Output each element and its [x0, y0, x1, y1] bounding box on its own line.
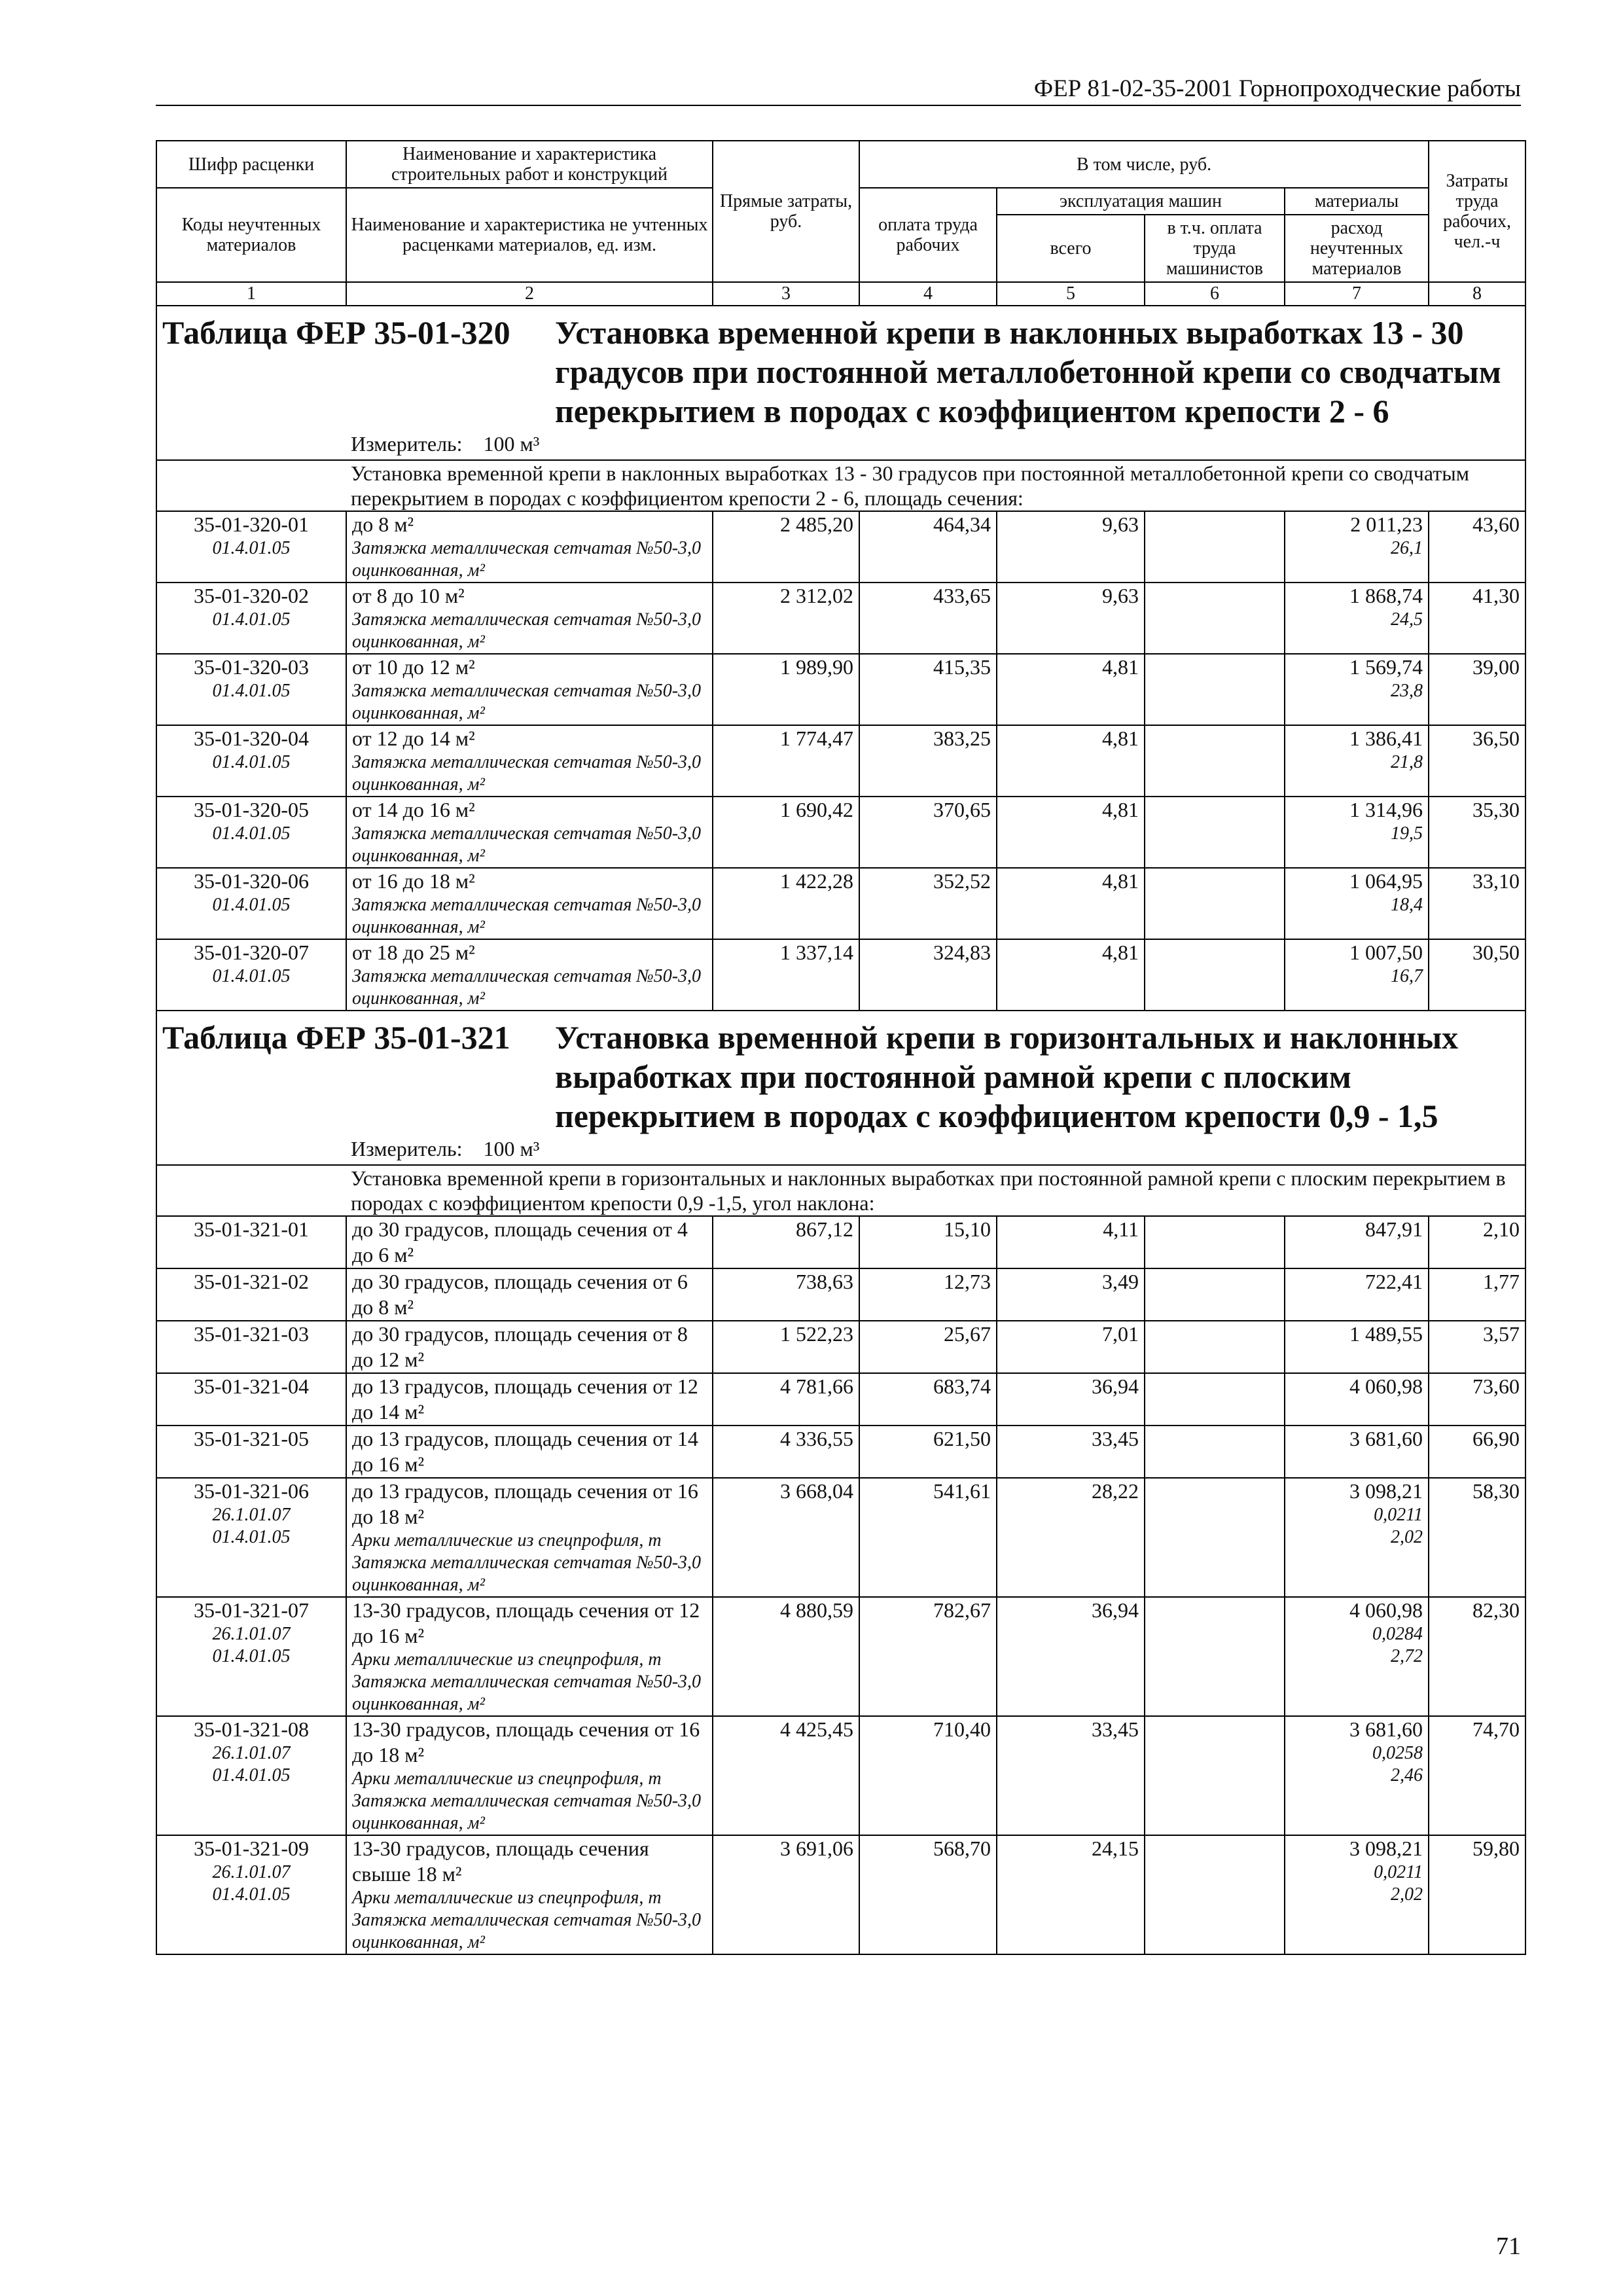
wage-cost: 383,25	[859, 725, 997, 797]
machine-cost: 4,11	[997, 1216, 1145, 1268]
rate-name: до 13 градусов, площадь сечения от 12 до 14 м²	[352, 1374, 698, 1424]
material-name: Арки металлические из спецпрофиля, т	[352, 1530, 662, 1551]
direct-cost: 1 522,23	[713, 1321, 859, 1373]
material-code: 01.4.01.05	[212, 1527, 291, 1547]
rate-code-cell	[156, 868, 346, 939]
machinist-wage	[1145, 797, 1285, 868]
materials-cell	[1285, 1426, 1429, 1478]
materials-cell	[1285, 511, 1429, 583]
rate-name: 13-30 градусов, площадь сечения от 12 до 16 м²	[352, 1598, 700, 1647]
rate-code-cell	[156, 654, 346, 725]
table-description-cell	[156, 460, 1525, 511]
material-code: 01.4.01.05	[212, 1646, 291, 1666]
rate-code: 35-01-320-01	[194, 512, 309, 536]
machinist-wage	[1145, 939, 1285, 1011]
machinist-wage	[1145, 1478, 1285, 1597]
materials-cell	[1285, 1597, 1429, 1716]
material-qty: 0,0258	[1372, 1743, 1423, 1763]
col-name: Наименование и характеристика строительных работ и конструкций	[346, 141, 713, 188]
table-description-cell	[156, 1165, 1525, 1216]
material-name: Затяжка металлическая сетчатая №50-3,0 оцинкованная, м²	[352, 1672, 702, 1714]
rate-code: 35-01-320-06	[194, 869, 309, 893]
rate-name: до 13 градусов, площадь сечения от 14 до 16 м²	[352, 1427, 698, 1476]
material-qty: 16,7	[1391, 966, 1423, 986]
measure-unit	[162, 1136, 1520, 1162]
col-shifr: Шифр расценки	[156, 141, 346, 188]
labor-cost: 30,50	[1429, 939, 1525, 1011]
table-label: Таблица ФЕР 35-01-321	[162, 1019, 510, 1056]
page-number: 71	[1496, 2233, 1521, 2260]
rate-name-cell	[346, 583, 713, 654]
rate-code: 35-01-321-02	[194, 1270, 309, 1293]
rate-code-cell	[156, 1216, 346, 1268]
material-code: 01.4.01.05	[212, 609, 291, 630]
col-codes: Коды неучтенных материалов	[156, 188, 346, 282]
rate-name: до 30 градусов, площадь сечения от 4 до 6 м²	[352, 1217, 688, 1266]
col-number: 1	[156, 282, 346, 306]
rate-code: 35-01-320-02	[194, 584, 309, 607]
rate-code-cell	[156, 725, 346, 797]
rate-code: 35-01-321-01	[194, 1217, 309, 1241]
labor-cost: 43,60	[1429, 511, 1525, 583]
materials-cell	[1285, 1268, 1429, 1321]
machinist-wage	[1145, 1268, 1285, 1321]
rate-code: 35-01-320-07	[194, 941, 309, 964]
rate-code-cell	[156, 1716, 346, 1835]
col-number: 5	[997, 282, 1145, 306]
col-number: 3	[713, 282, 859, 306]
measure-label: Измеритель:	[351, 432, 463, 456]
measure-label: Измеритель:	[351, 1137, 463, 1160]
rate-name-cell	[346, 797, 713, 868]
materials-value: 722,41	[1365, 1270, 1423, 1293]
rate-code-cell	[156, 1597, 346, 1716]
direct-cost: 3 668,04	[713, 1478, 859, 1597]
material-qty: 2,72	[1391, 1646, 1423, 1666]
rate-name-cell	[346, 868, 713, 939]
materials-value: 1 489,55	[1349, 1322, 1423, 1346]
wage-cost: 541,61	[859, 1478, 997, 1597]
labor-cost: 73,60	[1429, 1373, 1525, 1426]
col-wage: оплата труда рабочих	[859, 188, 997, 282]
material-qty: 24,5	[1391, 609, 1423, 630]
material-code: 01.4.01.05	[212, 895, 291, 915]
direct-cost: 1 337,14	[713, 939, 859, 1011]
table-row	[156, 1478, 1525, 1597]
wage-cost: 12,73	[859, 1268, 997, 1321]
materials-cell	[1285, 725, 1429, 797]
table-row	[156, 1321, 1525, 1373]
machinist-wage	[1145, 1597, 1285, 1716]
materials-value: 847,91	[1365, 1217, 1423, 1241]
table-description-row	[156, 1165, 1525, 1216]
machinist-wage	[1145, 725, 1285, 797]
machinist-wage	[1145, 1321, 1285, 1373]
material-qty: 19,5	[1391, 823, 1423, 844]
materials-value: 1 386,41	[1349, 726, 1423, 750]
material-name: Затяжка металлическая сетчатая №50-3,0 оцинкованная, м²	[352, 609, 702, 652]
rate-name-cell	[346, 1716, 713, 1835]
material-code: 01.4.01.05	[212, 538, 291, 558]
wage-cost: 782,67	[859, 1597, 997, 1716]
machine-cost: 33,45	[997, 1426, 1145, 1478]
wage-cost: 370,65	[859, 797, 997, 868]
rate-code-cell	[156, 1835, 346, 1954]
machinist-wage	[1145, 1716, 1285, 1835]
col-mat-use: расход неучтенных материалов	[1285, 215, 1429, 282]
table-heading: Установка временной крепи в горизонтальных и наклонных выработках при постоянной рамной крепи с плоским перекрытием в породах с коэффициентом крепости 0,9 - 1,5	[555, 1019, 1459, 1134]
machine-cost: 4,81	[997, 654, 1145, 725]
material-code: 01.4.01.05	[212, 1884, 291, 1905]
material-code: 01.4.01.05	[212, 752, 291, 772]
table-row	[156, 868, 1525, 939]
material-qty: 2,02	[1391, 1884, 1423, 1905]
labor-cost: 3,57	[1429, 1321, 1525, 1373]
materials-value: 1 314,96	[1349, 798, 1423, 821]
rate-code-cell	[156, 511, 346, 583]
rate-name: до 13 градусов, площадь сечения от 16 до 18 м²	[352, 1479, 698, 1528]
material-qty: 21,8	[1391, 752, 1423, 772]
material-name: Арки металлические из спецпрофиля, т	[352, 1888, 662, 1908]
rate-name-cell	[346, 1835, 713, 1954]
col-number: 7	[1285, 282, 1429, 306]
rate-name-cell	[346, 939, 713, 1011]
rate-name: до 8 м²	[352, 512, 414, 536]
labor-cost: 58,30	[1429, 1478, 1525, 1597]
material-code: 01.4.01.05	[212, 823, 291, 844]
measure-value: 100 м³	[483, 1137, 540, 1160]
rate-name-cell	[346, 1478, 713, 1597]
material-qty: 0,0284	[1372, 1624, 1423, 1644]
direct-cost: 4 336,55	[713, 1426, 859, 1478]
wage-cost: 568,70	[859, 1835, 997, 1954]
materials-value: 3 681,60	[1349, 1717, 1423, 1741]
col-materials: материалы	[1285, 188, 1429, 215]
labor-cost: 1,77	[1429, 1268, 1525, 1321]
rate-name: 13-30 градусов, площадь сечения от 16 до 18 м²	[352, 1717, 700, 1767]
machinist-wage	[1145, 654, 1285, 725]
rate-name-cell	[346, 1597, 713, 1716]
materials-value: 3 098,21	[1349, 1479, 1423, 1503]
table-title-row	[156, 306, 1525, 460]
rate-code: 35-01-321-03	[194, 1322, 309, 1346]
col-direct: Прямые затраты, руб.	[713, 141, 859, 282]
machinist-wage	[1145, 583, 1285, 654]
materials-cell	[1285, 1373, 1429, 1426]
direct-cost: 4 781,66	[713, 1373, 859, 1426]
table-description: Установка временной крепи в горизонтальных и наклонных выработках при постоянной рамной крепи с плоским перекрытием в породах с коэффициентом крепости 0,9 -1,5, угол наклона:	[351, 1166, 1506, 1215]
wage-cost: 683,74	[859, 1373, 997, 1426]
material-name: Затяжка металлическая сетчатая №50-3,0 оцинкованная, м²	[352, 538, 702, 581]
machine-cost: 7,01	[997, 1321, 1145, 1373]
labor-cost: 36,50	[1429, 725, 1525, 797]
material-name: Затяжка металлическая сетчатая №50-3,0 оцинкованная, м²	[352, 1910, 702, 1952]
rate-name: от 18 до 25 м²	[352, 941, 475, 964]
machinist-wage	[1145, 1373, 1285, 1426]
machine-cost: 4,81	[997, 939, 1145, 1011]
material-code: 26.1.01.07	[212, 1743, 291, 1763]
materials-cell	[1285, 1716, 1429, 1835]
table-row	[156, 1835, 1525, 1954]
rate-name-cell	[346, 1216, 713, 1268]
materials-cell	[1285, 1216, 1429, 1268]
direct-cost: 1 422,28	[713, 868, 859, 939]
material-name: Затяжка металлическая сетчатая №50-3,0 оцинкованная, м²	[352, 681, 702, 723]
materials-cell	[1285, 797, 1429, 868]
wage-cost: 352,52	[859, 868, 997, 939]
rate-name: 13-30 градусов, площадь сечения свыше 18 м²	[352, 1837, 649, 1886]
wage-cost: 415,35	[859, 654, 997, 725]
table-row	[156, 1373, 1525, 1426]
direct-cost: 867,12	[713, 1216, 859, 1268]
material-qty: 2,02	[1391, 1527, 1423, 1547]
table-description: Установка временной крепи в наклонных выработках 13 - 30 градусов при постоянной металлобетонной крепи со сводчатым перекрытием в породах с коэффициентом крепости 2 - 6, площадь сечения:	[351, 461, 1469, 510]
machinist-wage	[1145, 868, 1285, 939]
wage-cost: 25,67	[859, 1321, 997, 1373]
rate-name-cell	[346, 511, 713, 583]
materials-cell	[1285, 868, 1429, 939]
rate-code-cell	[156, 939, 346, 1011]
col-machines: эксплуатация машин	[997, 188, 1285, 215]
rate-code: 35-01-320-03	[194, 655, 309, 679]
machine-cost: 4,81	[997, 868, 1145, 939]
col-labor: Затраты труда рабочих, чел.-ч	[1429, 141, 1525, 282]
machinist-wage	[1145, 1835, 1285, 1954]
materials-value: 2 011,23	[1350, 512, 1423, 536]
col-number: 4	[859, 282, 997, 306]
col-incl: В том числе, руб.	[859, 141, 1429, 188]
table-row	[156, 1426, 1525, 1478]
rate-name: до 30 градусов, площадь сечения от 8 до 12 м²	[352, 1322, 688, 1371]
material-qty: 0,0211	[1374, 1505, 1423, 1525]
material-name: Арки металлические из спецпрофиля, т	[352, 1768, 662, 1789]
table-row	[156, 1597, 1525, 1716]
labor-cost: 35,30	[1429, 797, 1525, 868]
machine-cost: 36,94	[997, 1373, 1145, 1426]
material-code: 01.4.01.05	[212, 966, 291, 986]
rate-name-cell	[346, 1373, 713, 1426]
materials-value: 3 098,21	[1349, 1837, 1423, 1860]
materials-value: 3 681,60	[1349, 1427, 1423, 1450]
labor-cost: 74,70	[1429, 1716, 1525, 1835]
direct-cost: 2 312,02	[713, 583, 859, 654]
machine-cost: 4,81	[997, 725, 1145, 797]
labor-cost: 2,10	[1429, 1216, 1525, 1268]
table-description-row	[156, 460, 1525, 511]
materials-cell	[1285, 654, 1429, 725]
material-name: Затяжка металлическая сетчатая №50-3,0 оцинкованная, м²	[352, 752, 702, 795]
table-title-row	[156, 1011, 1525, 1165]
direct-cost: 4 880,59	[713, 1597, 859, 1716]
rate-code: 35-01-321-07	[194, 1598, 309, 1622]
table-row	[156, 583, 1525, 654]
material-name: Затяжка металлическая сетчатая №50-3,0 оцинкованная, м²	[352, 966, 702, 1009]
rate-code-cell	[156, 1426, 346, 1478]
materials-cell	[1285, 583, 1429, 654]
rate-code-cell	[156, 1478, 346, 1597]
material-name: Затяжка металлическая сетчатая №50-3,0 оцинкованная, м²	[352, 1552, 702, 1595]
table-label: Таблица ФЕР 35-01-320	[162, 314, 510, 351]
wage-cost: 464,34	[859, 511, 997, 583]
rate-name: от 16 до 18 м²	[352, 869, 475, 893]
material-qty: 26,1	[1391, 538, 1423, 558]
table-title-cell	[156, 306, 1525, 460]
materials-cell	[1285, 1835, 1429, 1954]
machinist-wage	[1145, 1426, 1285, 1478]
material-name: Затяжка металлическая сетчатая №50-3,0 оцинкованная, м²	[352, 823, 702, 866]
table-row	[156, 1216, 1525, 1268]
material-qty: 18,4	[1391, 895, 1423, 915]
direct-cost: 1 989,90	[713, 654, 859, 725]
direct-cost: 2 485,20	[713, 511, 859, 583]
labor-cost: 59,80	[1429, 1835, 1525, 1954]
measure-value: 100 м³	[483, 432, 540, 456]
wage-cost: 621,50	[859, 1426, 997, 1478]
table-row	[156, 511, 1525, 583]
rate-name: от 8 до 10 м²	[352, 584, 465, 607]
material-name: Затяжка металлическая сетчатая №50-3,0 оцинкованная, м²	[352, 1791, 702, 1833]
material-code: 26.1.01.07	[212, 1862, 291, 1882]
machinist-wage	[1145, 511, 1285, 583]
table-row	[156, 1268, 1525, 1321]
table-row	[156, 725, 1525, 797]
machine-cost: 24,15	[997, 1835, 1145, 1954]
rate-code: 35-01-321-06	[194, 1479, 309, 1503]
materials-cell	[1285, 1321, 1429, 1373]
rate-code-cell	[156, 1321, 346, 1373]
machine-cost: 36,94	[997, 1597, 1145, 1716]
col-total: всего	[997, 215, 1145, 282]
wage-cost: 710,40	[859, 1716, 997, 1835]
rate-code: 35-01-321-04	[194, 1374, 309, 1398]
rate-name: от 14 до 16 м²	[352, 798, 475, 821]
table-row	[156, 797, 1525, 868]
rate-code: 35-01-320-05	[194, 798, 309, 821]
table-title	[162, 1018, 1520, 1136]
materials-value: 4 060,98	[1349, 1374, 1423, 1398]
direct-cost: 4 425,45	[713, 1716, 859, 1835]
measure-unit	[162, 431, 1520, 457]
rates-table	[156, 140, 1526, 1955]
rate-code-cell	[156, 797, 346, 868]
materials-value: 1 064,95	[1349, 869, 1423, 893]
material-code: 01.4.01.05	[212, 1765, 291, 1785]
machine-cost: 9,63	[997, 511, 1145, 583]
materials-cell	[1285, 939, 1429, 1011]
rate-name: до 30 градусов, площадь сечения от 6 до 8 м²	[352, 1270, 688, 1319]
direct-cost: 1 774,47	[713, 725, 859, 797]
rate-code: 35-01-320-04	[194, 726, 309, 750]
material-code: 01.4.01.05	[212, 681, 291, 701]
material-qty: 2,46	[1391, 1765, 1423, 1785]
rate-code-cell	[156, 1268, 346, 1321]
header-row-1	[156, 141, 1525, 188]
material-name: Затяжка металлическая сетчатая №50-3,0 оцинкованная, м²	[352, 895, 702, 937]
labor-cost: 82,30	[1429, 1597, 1525, 1716]
rate-name-cell	[346, 654, 713, 725]
materials-cell	[1285, 1478, 1429, 1597]
col-name2: Наименование и характеристика не учтенных расценками материалов, ед. изм.	[346, 188, 713, 282]
col-number: 8	[1429, 282, 1525, 306]
table-title-cell	[156, 1011, 1525, 1165]
labor-cost: 33,10	[1429, 868, 1525, 939]
wage-cost: 324,83	[859, 939, 997, 1011]
labor-cost: 66,90	[1429, 1426, 1525, 1478]
rate-code: 35-01-321-08	[194, 1717, 309, 1741]
col-mach-wage: в т.ч. оплата труда машинистов	[1145, 215, 1285, 282]
material-code: 26.1.01.07	[212, 1624, 291, 1644]
rate-name-cell	[346, 1321, 713, 1373]
table-title	[162, 313, 1520, 431]
machinist-wage	[1145, 1216, 1285, 1268]
material-name: Арки металлические из спецпрофиля, т	[352, 1649, 662, 1670]
direct-cost: 1 690,42	[713, 797, 859, 868]
col-number: 6	[1145, 282, 1285, 306]
column-numbers-row	[156, 282, 1525, 306]
material-qty: 0,0211	[1374, 1862, 1423, 1882]
rate-code-cell	[156, 1373, 346, 1426]
wage-cost: 15,10	[859, 1216, 997, 1268]
labor-cost: 39,00	[1429, 654, 1525, 725]
running-header: ФЕР 81-02-35-2001 Горнопроходческие работы	[156, 73, 1521, 106]
table-row	[156, 1716, 1525, 1835]
rate-name-cell	[346, 1426, 713, 1478]
rate-name: от 12 до 14 м²	[352, 726, 475, 750]
rate-code-cell	[156, 583, 346, 654]
materials-value: 1 569,74	[1349, 655, 1423, 679]
materials-value: 1 868,74	[1349, 584, 1423, 607]
rate-name-cell	[346, 725, 713, 797]
direct-cost: 3 691,06	[713, 1835, 859, 1954]
rate-code: 35-01-321-09	[194, 1837, 309, 1860]
col-number: 2	[346, 282, 713, 306]
machine-cost: 4,81	[997, 797, 1145, 868]
machine-cost: 28,22	[997, 1478, 1145, 1597]
rate-code: 35-01-321-05	[194, 1427, 309, 1450]
direct-cost: 738,63	[713, 1268, 859, 1321]
table-row	[156, 939, 1525, 1011]
table-row	[156, 654, 1525, 725]
rate-name: от 10 до 12 м²	[352, 655, 475, 679]
rate-name-cell	[346, 1268, 713, 1321]
table-heading: Установка временной крепи в наклонных выработках 13 - 30 градусов при постоянной металлобетонной крепи со сводчатым перекрытием в породах с коэффициентом крепости 2 - 6	[555, 314, 1501, 429]
machine-cost: 3,49	[997, 1268, 1145, 1321]
material-code: 26.1.01.07	[212, 1505, 291, 1525]
material-qty: 23,8	[1391, 681, 1423, 701]
wage-cost: 433,65	[859, 583, 997, 654]
machine-cost: 33,45	[997, 1716, 1145, 1835]
materials-value: 1 007,50	[1349, 941, 1423, 964]
materials-value: 4 060,98	[1349, 1598, 1423, 1622]
labor-cost: 41,30	[1429, 583, 1525, 654]
machine-cost: 9,63	[997, 583, 1145, 654]
